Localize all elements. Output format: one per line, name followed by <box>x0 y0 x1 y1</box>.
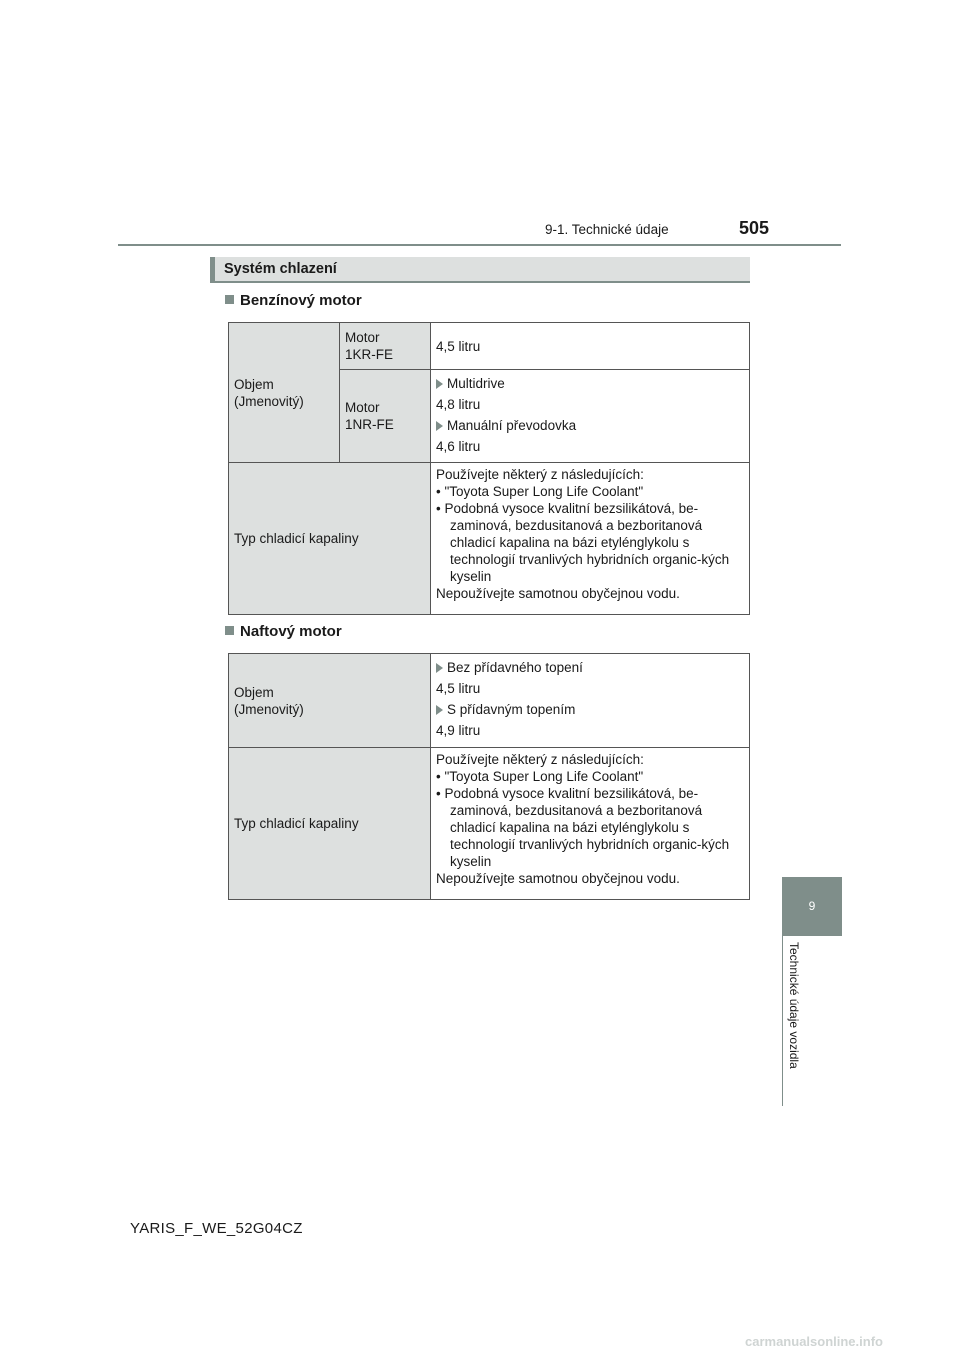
diesel-heading: Naftový motor <box>225 623 342 640</box>
option-no-heater: Bez přídavného topení <box>436 659 744 676</box>
value-with-heater: 4,9 litru <box>436 723 481 738</box>
section-accent <box>210 257 215 281</box>
header-section-title: 9-1. Technické údaje <box>545 222 669 237</box>
section-title-bar <box>210 257 750 283</box>
diesel-coolant-text: Používejte některý z následujících: • "Toyota Super Long Life Coolant" • Podobná vysoce kvalitní bezsilikátová, be-zaminová, bezdusitanová a bezboritanová chladicí kapalina na bázi etylénglykolu s technologií trvanlivých hybridních organic-kých kyselin Nepoužívejte samotnou obyčejnou vodu. <box>431 748 750 900</box>
diesel-capacity-label: Objem (Jmenovitý) <box>229 654 431 748</box>
engine-1kr-label: Motor 1KR-FE <box>340 323 431 370</box>
engine-1nr-label: Motor 1NR-FE <box>340 370 431 463</box>
value-no-heater: 4,5 litru <box>436 681 481 696</box>
arrow-right-icon <box>436 663 443 673</box>
value-manual: 4,6 litru <box>436 439 481 454</box>
watermark: carmanualsonline.info <box>745 1334 883 1349</box>
chapter-label: Technické údaje vozidla <box>787 942 801 1069</box>
arrow-right-icon <box>436 705 443 715</box>
page-number: 505 <box>739 218 770 238</box>
petrol-heading: Benzínový motor <box>225 292 362 309</box>
document-code: YARIS_F_WE_52G04CZ <box>130 1220 303 1237</box>
diesel-capacity-values <box>431 654 750 748</box>
coolant-type-label: Typ chladicí kapaliny <box>229 463 431 615</box>
chapter-tab[interactable]: 9 <box>782 877 842 936</box>
capacity-label: Objem (Jmenovitý) <box>229 323 340 463</box>
coolant-type-text: Používejte některý z následujících: • "Toyota Super Long Life Coolant" • Podobná vysoce kvalitní bezsilikátová, be-zaminová, bezdusitanová a bezboritanová chladicí kapalina na bázi etylénglykolu s technologií trvanlivých hybridních organic-kých kyselin Nepoužívejte samotnou obyčejnou vodu. <box>431 463 750 615</box>
option-multidrive: Multidrive <box>436 375 744 392</box>
diesel-coolant-label: Typ chladicí kapaliny <box>229 748 431 900</box>
engine-1nr-values <box>431 370 750 463</box>
arrow-right-icon <box>436 421 443 431</box>
arrow-right-icon <box>436 379 443 389</box>
diesel-spec-table <box>228 653 750 900</box>
square-bullet-icon <box>225 295 234 304</box>
engine-1kr-value: 4,5 litru <box>431 323 750 370</box>
header-divider <box>118 244 841 246</box>
option-with-heater: S přídavným topením <box>436 701 744 718</box>
option-manual: Manuální převodovka <box>436 417 744 434</box>
value-multidrive: 4,8 litru <box>436 397 481 412</box>
square-bullet-icon <box>225 626 234 635</box>
petrol-spec-table <box>228 322 750 615</box>
section-title: Systém chlazení <box>224 261 337 277</box>
